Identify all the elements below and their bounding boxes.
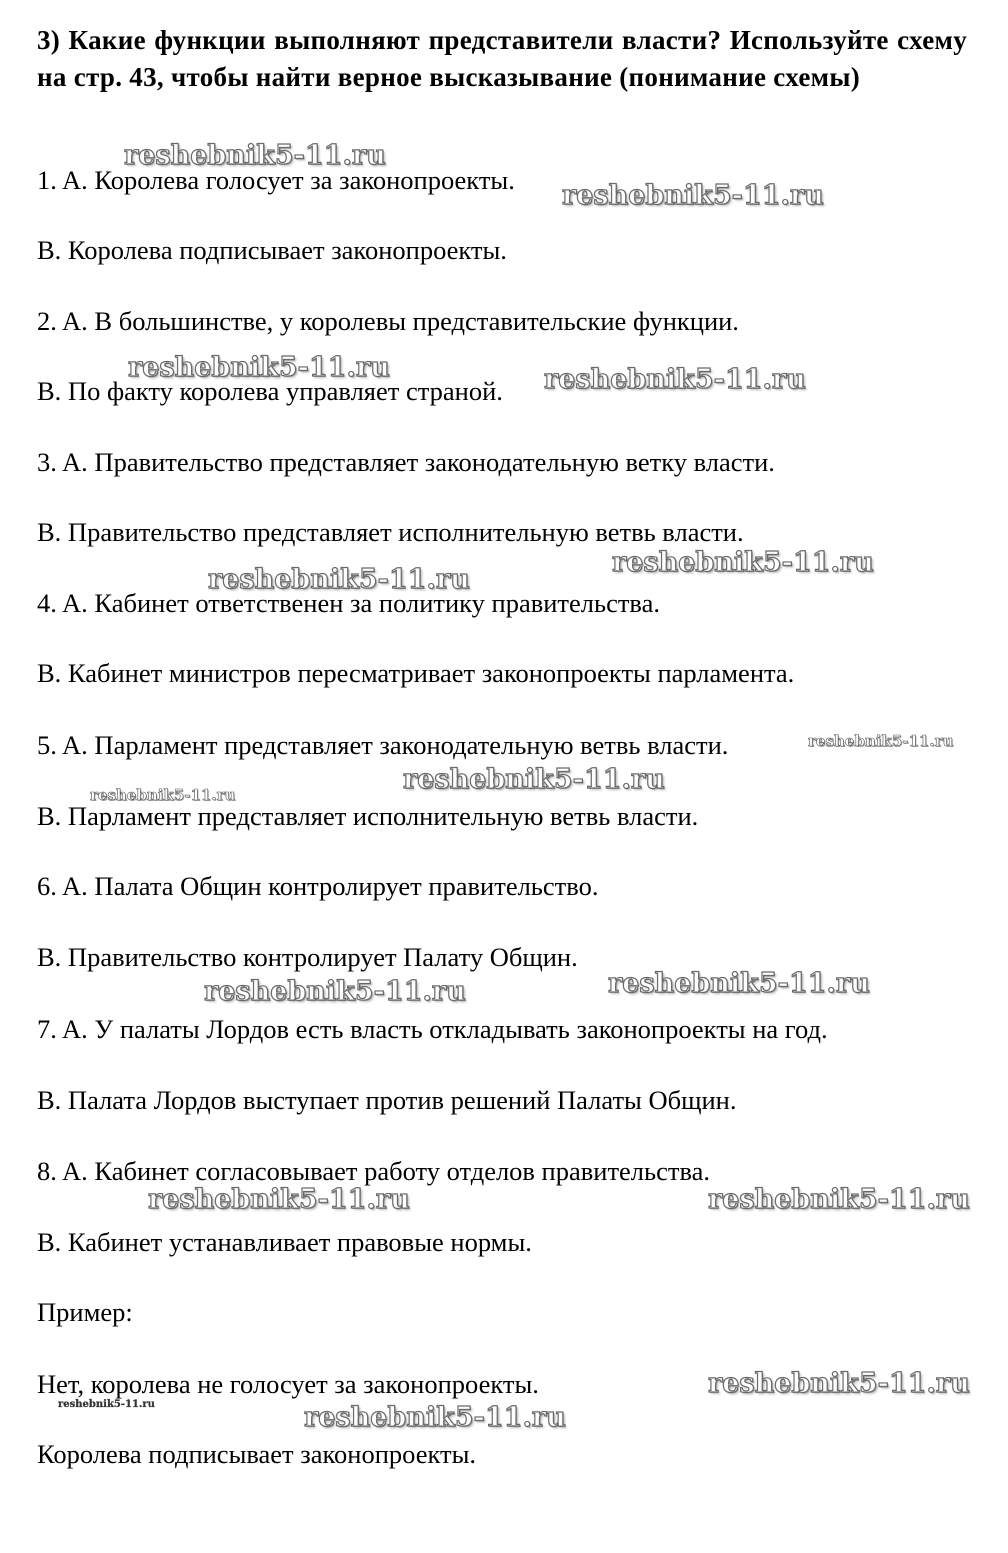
item-2b: B. По факту королева управляет страной. (37, 376, 503, 406)
watermark: reshebnik5-11.ru (90, 786, 236, 804)
item-3a: 3. A. Правительство представляет законодательную ветку власти. (37, 447, 775, 477)
watermark: reshebnik5-11.ru (708, 1368, 970, 1399)
item-3b: B. Правительство представляет исполнительную ветвь власти. (37, 517, 744, 547)
item-1a: 1. A. Королева голосует за законопроекты. (37, 165, 515, 195)
item-2a: 2. A. В большинстве, у королевы представительские функции. (37, 306, 739, 336)
watermark: reshebnik5-11.ru (128, 352, 390, 383)
task-heading: 3) Какие функции выполняют представители власти? Используйте схему на стр. 43, чтобы найти верное высказывание (понимание схемы) (37, 25, 967, 92)
item-7a: 7. A. У палаты Лордов есть власть откладывать законопроекты на год. (37, 1014, 828, 1044)
item-4b: B. Кабинет министров пересматривает законопроекты парламента. (37, 658, 795, 688)
watermark: reshebnik5-11.ru (808, 732, 954, 750)
example-label: Пример: (37, 1297, 133, 1327)
watermark: reshebnik5-11.ru (562, 180, 824, 211)
watermark: reshebnik5-11.ru (148, 1184, 410, 1215)
item-8b: B. Кабинет устанавливает правовые нормы. (37, 1227, 532, 1257)
watermark: reshebnik5-11.ru (612, 547, 874, 578)
watermark: reshebnik5-11.ru (124, 140, 386, 171)
watermark: reshebnik5-11.ru (544, 364, 806, 395)
item-6a: 6. A. Палата Общин контролирует правительство. (37, 871, 599, 901)
item-4a: 4. A. Кабинет ответственен за политику правительства. (37, 588, 660, 618)
example-line-2: Королева подписывает законопроекты. (37, 1439, 477, 1469)
watermark: reshebnik5-11.ru (58, 1399, 155, 1410)
watermark: reshebnik5-11.ru (208, 564, 470, 595)
item-6b: B. Правительство контролирует Палату Общин. (37, 942, 578, 972)
item-8a: 8. A. Кабинет согласовывает работу отделов правительства. (37, 1156, 710, 1186)
watermark: reshebnik5-11.ru (403, 764, 665, 795)
item-7b: B. Палата Лордов выступает против решений Палаты Общин. (37, 1085, 737, 1115)
item-1b: B. Королева подписывает законопроекты. (37, 235, 507, 265)
watermark: reshebnik5-11.ru (708, 1184, 970, 1215)
watermark: reshebnik5-11.ru (304, 1402, 566, 1433)
item-5b: B. Парламент представляет исполнительную ветвь власти. (37, 801, 699, 831)
watermark: reshebnik5-11.ru (608, 968, 870, 999)
watermark: reshebnik5-11.ru (204, 976, 466, 1007)
item-5a: 5. A. Парламент представляет законодательную ветвь власти. (37, 730, 729, 760)
example-line-1: Нет, королева не голосует за законопроекты. (37, 1369, 539, 1399)
